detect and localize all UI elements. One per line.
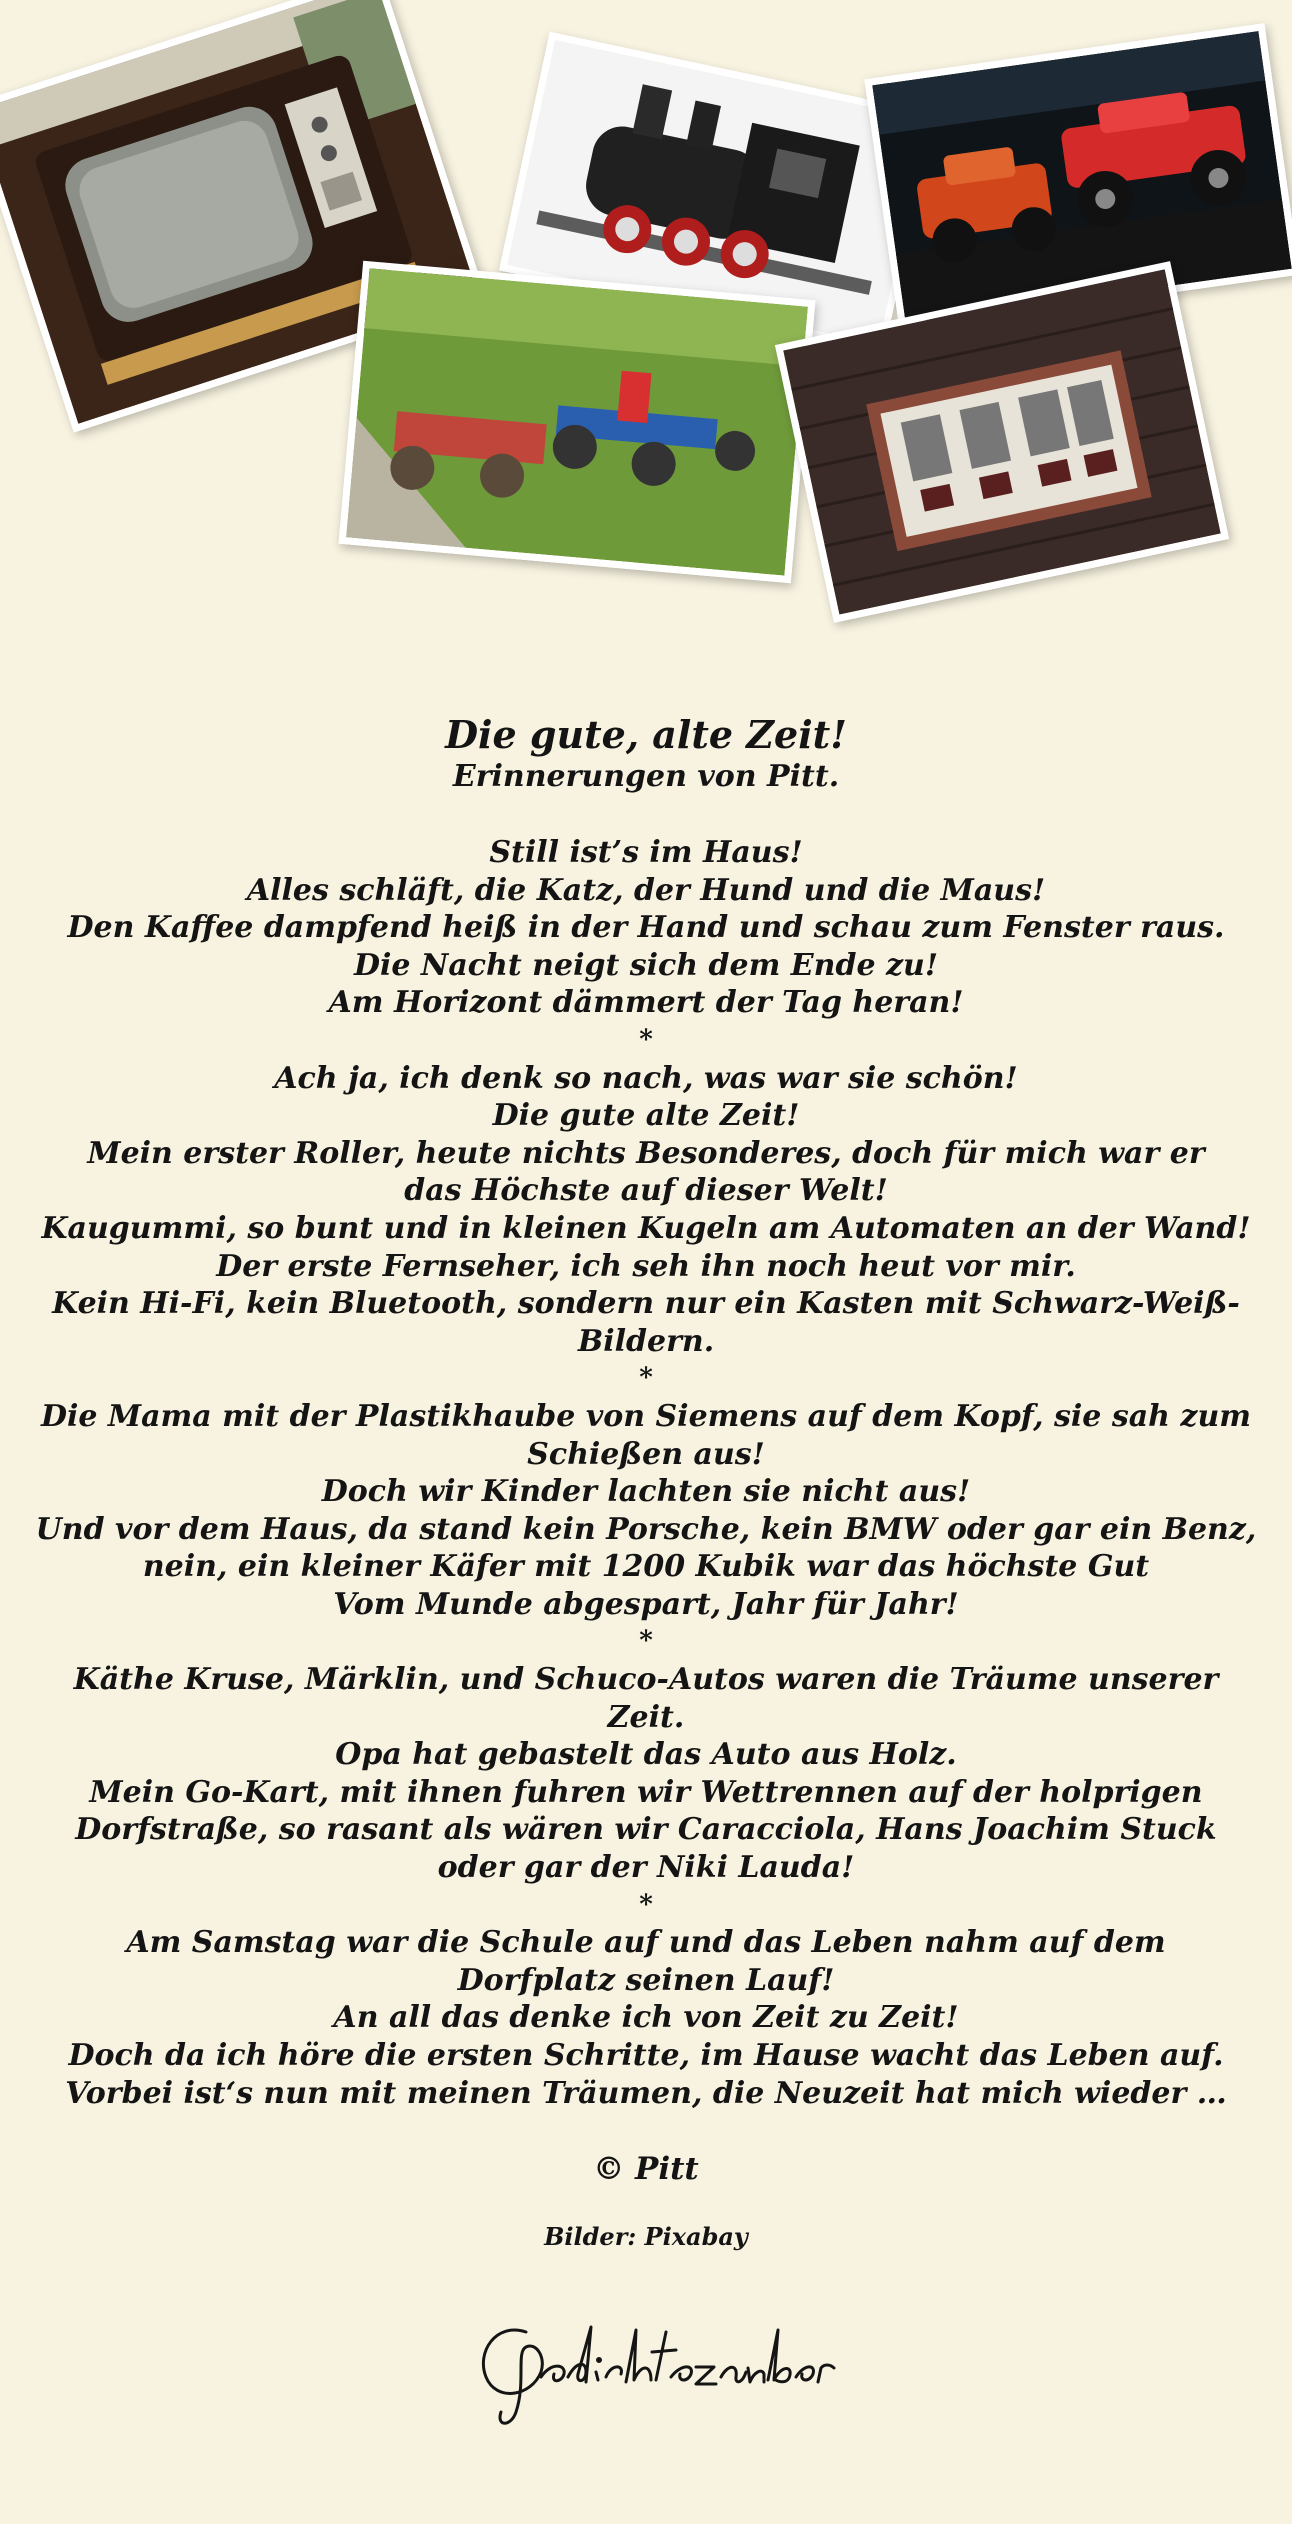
stanza-4 [0,1661,1292,1887]
stanza-5 [0,1924,1292,2112]
photo-collage [0,0,1292,640]
poem-line: Kaugummi, so bunt und in kleinen Kugeln am Automaten an der Wand! [41,1210,1251,1246]
stanza-separator: * [639,1363,653,1394]
stanza-1 [0,834,1292,1022]
poem-line: Alles schläft, die Katz, der Hund und die Maus! [246,872,1046,908]
poem-line: Die gute alte Zeit! [492,1098,800,1134]
stanza-3 [0,1398,1292,1624]
poem-line: Die Nacht neigt sich dem Ende zu! [353,947,939,983]
poem-line: Kein Hi-Fi, kein Bluetooth, sondern nur ein Kasten mit Schwarz-Weiß-Bildern. [52,1286,1240,1359]
gedichtezauber-signature-logo [456,2302,836,2432]
poem-line: Die Mama mit der Plastikhaube von Siemens auf dem Kopf, sie sah zum Schießen aus! [40,1398,1252,1472]
poem-line: Den Kaffee dampfend heiß in der Hand und schau zum Fenster raus. [67,910,1225,946]
stanza-separator: * [639,1626,653,1657]
poem-title: Die gute, alte Zeit! [445,712,847,757]
poem-line: An all das denke ich von Zeit zu Zeit! [333,2000,959,2036]
stanza-separator: * [639,1889,653,1920]
poem-line: Vorbei ist‘s nun mit meinen Träumen, die Neuzeit hat mich wieder … [65,2075,1227,2111]
poem-line: Käthe Kruse, Märklin, und Schuco-Autos waren die Träume unserer Zeit. [73,1662,1219,1735]
poem-line: Der erste Fernseher, ich seh ihn noch heut vor mir. [216,1248,1076,1284]
stanza-2 [0,1060,1292,1361]
poem-line: Am Horizont dämmert der Tag heran! [328,985,964,1021]
go-kart-photo [338,261,815,583]
poem [0,712,1292,2432]
poem-line: Vom Munde abgespart, Jahr für Jahr! [333,1586,959,1622]
poem-line: Doch wir Kinder lachten sie nicht aus! [321,1474,971,1510]
poem-line: Doch da ich höre die ersten Schritte, im Hause wacht das Leben auf. [68,2038,1224,2073]
copyright-notice: © Pitt [593,2151,699,2188]
poem-line: Ach ja, ich denk so nach, was war sie schön! [274,1060,1018,1096]
poem-line: Und vor dem Haus, da stand kein Porsche, kein BMW oder gar ein Benz, nein, ein kleiner Käfer mit 1200 Kubik war das höchste Gut [35,1511,1257,1585]
poem-line: Still ist’s im Haus! [489,835,803,870]
poem-subtitle: Erinnerungen von Pitt. [452,759,840,794]
stanza-separator: * [639,1024,653,1055]
poem-line: Opa hat gebastelt das Auto aus Holz. [335,1737,957,1773]
poem-line: Mein Go-Kart, mit ihnen fuhren wir Wettrennen auf der holprigen Dorfstraße, so rasant als wären wir Caracciola, Hans Joachim Stuck oder gar der Niki Lauda! [75,1774,1217,1886]
image-credit: Bilder: Pixabay [544,2222,748,2252]
poem-line: Mein erster Roller, heute nichts Besonderes, doch für mich war er das Höchste auf dieser Welt! [87,1135,1205,1209]
poem-line: Am Samstag war die Schule auf und das Leben nahm auf dem Dorfplatz seinen Lauf! [126,1925,1166,1998]
